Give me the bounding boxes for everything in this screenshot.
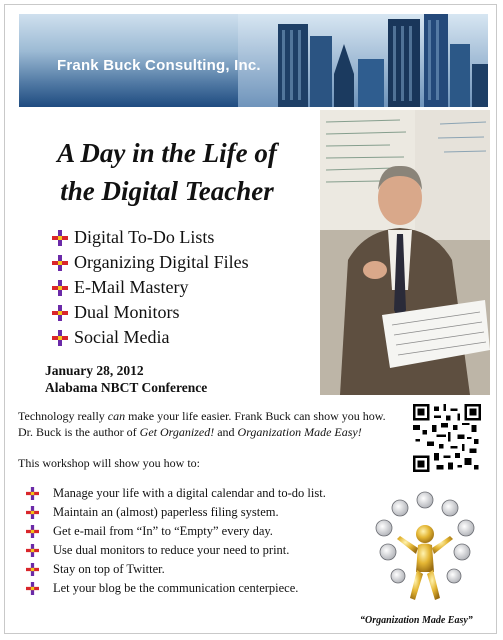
topic-item — [52, 250, 249, 275]
header-banner — [19, 14, 488, 107]
book-title: Get Organized! — [139, 425, 215, 439]
event-name: Alabama NBCT Conference — [45, 380, 208, 395]
topic-label: Dual Monitors — [74, 302, 180, 322]
outcome-label: Manage your life with a digital calendar and to-do list. — [53, 486, 326, 500]
outcome-list — [26, 484, 326, 598]
intro-line-1 — [18, 408, 413, 424]
outcome-label: Maintain an (almost) paperless filing system. — [53, 505, 279, 519]
topic-item — [52, 225, 249, 250]
star-bullet-icon — [26, 582, 39, 595]
title-line-1: A Day in the Life of — [57, 138, 277, 168]
intro-emphasis: can — [107, 409, 126, 423]
star-bullet-icon — [26, 563, 39, 576]
outcome-item — [26, 560, 326, 579]
star-bullet-icon — [52, 230, 68, 246]
workshop-lead: This workshop will show you how to: — [18, 456, 201, 470]
title-line-2: the Digital Teacher — [60, 176, 274, 206]
star-bullet-icon — [26, 506, 39, 519]
company-name: Frank Buck Consulting, Inc. — [57, 57, 261, 74]
star-bullet-icon — [26, 525, 39, 538]
star-bullet-icon — [52, 305, 68, 321]
outcome-label: Stay on top of Twitter. — [53, 562, 165, 576]
qr-code-icon — [413, 404, 481, 472]
outcome-item — [26, 579, 326, 598]
juggling-clocks-figure-icon — [370, 490, 480, 610]
star-bullet-icon — [52, 330, 68, 346]
outcome-label: Get e-mail from “In” to “Empty” every day. — [53, 524, 273, 538]
topic-label: E-Mail Mastery — [74, 277, 189, 297]
outcome-label: Use dual monitors to reduce your need to print. — [53, 543, 290, 557]
page-title — [12, 134, 322, 210]
outcome-item — [26, 503, 326, 522]
topic-label: Organizing Digital Files — [74, 252, 249, 272]
intro-text: make your life easier. Frank Buck can show you how. — [125, 409, 386, 423]
outcome-item — [26, 541, 326, 560]
topic-label: Digital To-Do Lists — [74, 227, 215, 247]
star-bullet-icon — [26, 544, 39, 557]
intro-text: and — [214, 425, 238, 439]
intro-text: Dr. Buck is the author of — [18, 425, 140, 439]
topic-label: Social Media — [74, 327, 170, 347]
outcome-item — [26, 522, 326, 541]
speaker-photo — [320, 110, 490, 395]
outcome-label: Let your blog be the communication centerpiece. — [53, 581, 299, 595]
outcome-item — [26, 484, 326, 503]
star-bullet-icon — [26, 487, 39, 500]
book-title: Organization Made Easy! — [237, 425, 362, 439]
topic-item — [52, 325, 249, 350]
event-date: January 28, 2012 — [45, 363, 144, 378]
city-skyline-image — [238, 14, 488, 107]
intro-paragraph — [18, 408, 413, 440]
star-bullet-icon — [52, 280, 68, 296]
intro-line-2 — [18, 424, 413, 440]
topic-item — [52, 275, 249, 300]
topic-list — [52, 225, 249, 350]
intro-text: Technology really — [18, 409, 108, 423]
star-bullet-icon — [52, 255, 68, 271]
figure-caption: “Organization Made Easy” — [360, 615, 473, 626]
topic-item — [52, 300, 249, 325]
